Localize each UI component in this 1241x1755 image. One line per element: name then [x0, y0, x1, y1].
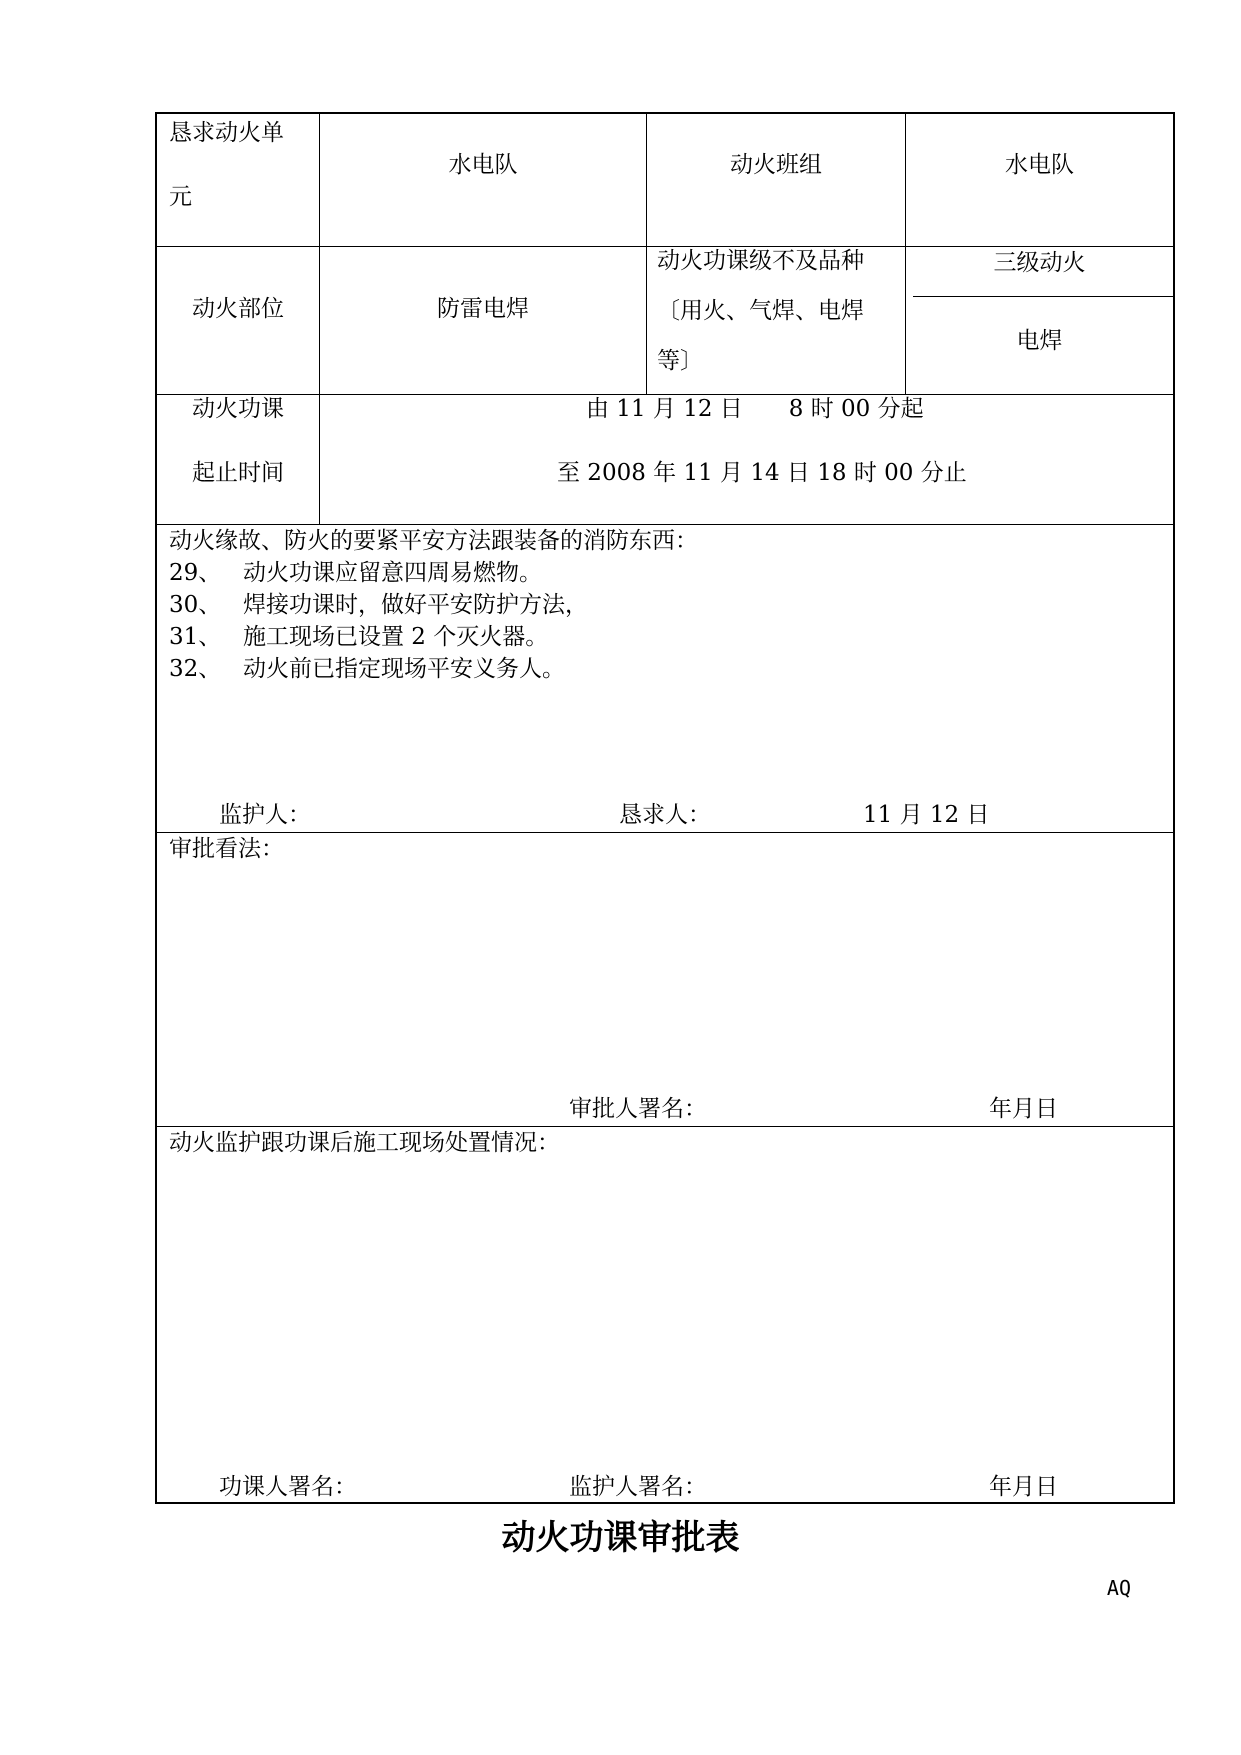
- type-value: 电焊: [1016, 328, 1063, 354]
- measure-item: [169, 558, 542, 588]
- location-label: 动火部位: [192, 296, 284, 322]
- approval-date-label: 年月日: [989, 1096, 1058, 1122]
- measure-item-number: 32、: [169, 656, 222, 682]
- row-divider: [157, 1126, 1173, 1127]
- time-start: 由 11 月 12 日 8 时 00 分起: [586, 396, 924, 422]
- approval-heading: 审批看法：: [169, 836, 284, 862]
- time-end: 至 2008 年 11 月 14 日 18 时 00 分止: [557, 460, 967, 486]
- measure-item-text: 动火功课应留意四周易燃物。: [243, 560, 542, 586]
- measure-item-number: 31、: [169, 624, 222, 650]
- level-label-continued: 〔用火、气焊、电焊: [657, 298, 864, 324]
- guardian-signature-label: 监护人署名：: [569, 1474, 707, 1500]
- form-code: AQ: [1106, 1576, 1131, 1600]
- aftercare-date-label: 年月日: [989, 1474, 1058, 1500]
- approval-form-table: [155, 112, 1175, 1504]
- measure-item-text: 动火前已指定现场平安义务人。: [243, 656, 565, 682]
- time-label-continued: 起止时间: [192, 460, 284, 486]
- application-date: 11 月 12 日: [863, 802, 990, 828]
- approver-signature-label: 审批人署名：: [569, 1096, 707, 1122]
- measure-item: [169, 654, 565, 684]
- measure-item-number: 29、: [169, 560, 222, 586]
- team-value: 水电队: [1005, 152, 1074, 178]
- measure-item: [169, 622, 548, 652]
- worker-signature-label: 功课人署名：: [219, 1474, 357, 1500]
- form-title: 动火功课审批表: [501, 1518, 740, 1558]
- unit-label-continued: 元: [169, 184, 192, 210]
- measure-item-text: 焊接功课时，做好平安防护方法，: [243, 592, 588, 618]
- applicant-label: 恳求人：: [619, 802, 711, 828]
- level-value: 三级动火: [993, 250, 1086, 276]
- aftercare-heading: 动火监护跟功课后施工现场处置情况：: [169, 1130, 560, 1156]
- level-label: 动火功课级不及品种: [657, 248, 864, 274]
- location-value: 防雷电焊: [437, 296, 529, 322]
- measures-heading: 动火缘故、防火的要紧平安方法跟装备的消防东西：: [169, 528, 698, 554]
- measure-item-text: 施工现场已设置 2 个灭火器。: [243, 624, 549, 650]
- team-label: 动火班组: [730, 152, 822, 178]
- level-label-end: 等〕: [657, 348, 703, 374]
- measure-item-number: 30、: [169, 592, 222, 618]
- row-divider: [913, 296, 1173, 297]
- row-divider: [157, 524, 1173, 525]
- unit-label: 恳求动火单: [169, 120, 284, 146]
- time-label: 动火功课: [192, 396, 284, 422]
- unit-value: 水电队: [448, 152, 518, 178]
- row-divider: [157, 832, 1173, 833]
- measure-item: [169, 590, 588, 620]
- guardian-label: 监护人：: [219, 802, 311, 828]
